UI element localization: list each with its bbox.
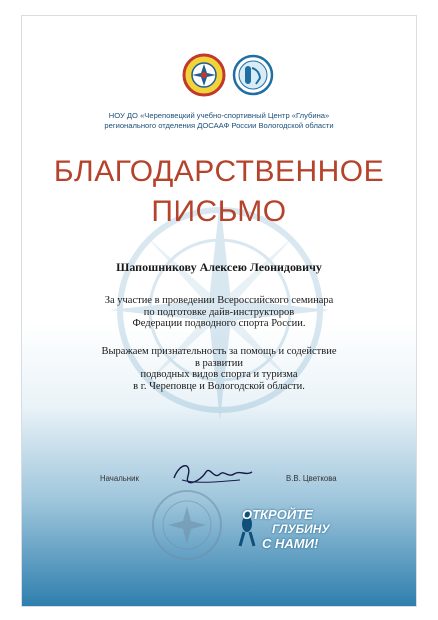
handwritten-signature xyxy=(166,456,258,492)
paragraph2-line: подводных видов спорта и туризма xyxy=(140,369,298,380)
signer-name: В.В. Цветкова xyxy=(286,474,337,483)
slogan-line-3: С НАМИ! xyxy=(262,536,319,551)
recipient-name: Шапошникову Алексею Леонидовичу xyxy=(116,260,322,274)
slogan-line-1: ОТКРОЙТЕ xyxy=(242,507,313,522)
organization-name xyxy=(40,111,398,130)
paragraph1-line: по подготовке дайв-инструкторов xyxy=(143,306,295,318)
document-title xyxy=(40,152,398,232)
paragraph-gratitude xyxy=(50,346,388,392)
paragraph2-line: в развитии xyxy=(194,357,244,369)
slogan xyxy=(242,507,372,551)
paragraph1-line: За участие в проведении Всероссийского семинара xyxy=(104,295,334,306)
slogan-line-2: ГЛУБИНУ xyxy=(272,522,330,536)
paragraph2-line: в г. Череповце и Вологодской области. xyxy=(133,380,305,392)
dosaaf-emblem-icon xyxy=(182,53,226,97)
round-seal-icon xyxy=(150,488,224,562)
glubina-diver-logo-icon xyxy=(232,54,274,96)
organization-line-2: регионального отделения ДОСААФ России Вологодской области xyxy=(104,120,334,130)
organization-line-1: НОУ ДО «Череповецкий учебно-спортивный Центр «Глубина» xyxy=(108,111,330,120)
signer-title: Начальник xyxy=(100,474,139,483)
title-line-2: ПИСЬМО xyxy=(151,195,287,228)
paragraph2-line: Выражаем признательность за помощь и содействие xyxy=(101,346,337,357)
paragraph-participation xyxy=(50,295,388,330)
paragraph1-line: Федерации подводного спорта России. xyxy=(132,318,306,329)
title-line-1: БЛАГОДАРСТВЕННОЕ xyxy=(53,155,385,188)
